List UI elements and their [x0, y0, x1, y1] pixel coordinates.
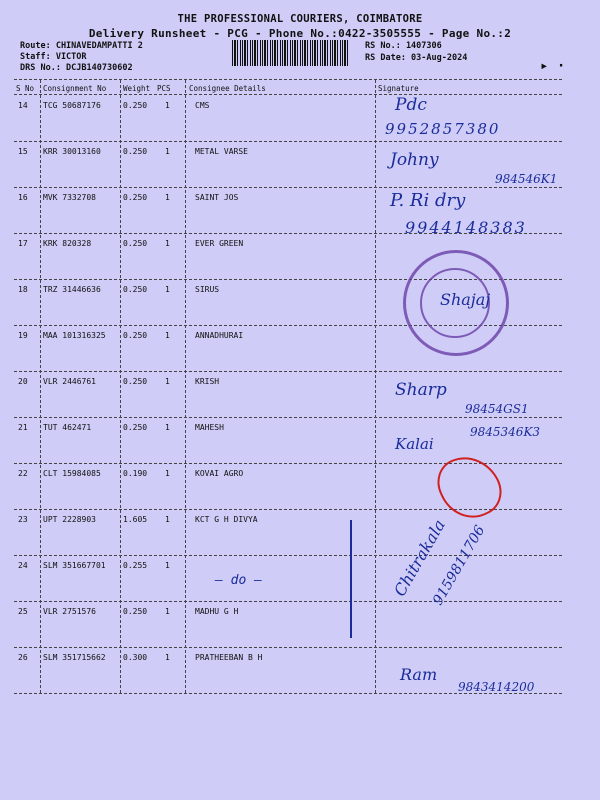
table-top-border — [14, 79, 562, 80]
row-separator — [14, 371, 562, 372]
row-pcs: 1 — [165, 469, 170, 478]
row-sno: 18 — [18, 285, 28, 294]
col-header-sno: S No — [16, 84, 35, 93]
col-header-weight: Weight — [123, 84, 151, 93]
staff-label: Staff: VICTOR — [20, 52, 87, 62]
row-separator — [14, 187, 562, 188]
row-pcs: 1 — [165, 607, 170, 616]
row-sno: 24 — [18, 561, 28, 570]
row-pcs: 1 — [165, 515, 170, 524]
row-weight: 1.605 — [123, 515, 148, 524]
row-consignee: MAHESH — [195, 423, 224, 432]
col-header-consignment: Consignment No — [43, 84, 107, 93]
col-header-consignee: Consignee Details — [189, 84, 266, 93]
row-consignee: METAL VARSE — [195, 147, 248, 156]
company-title: THE PROFESSIONAL COURIERS, COIMBATORE — [177, 13, 423, 25]
row-separator — [14, 601, 562, 602]
row-consignee: KOVAI AGRO — [195, 469, 244, 478]
row-consignment-no: TRZ 31446636 — [43, 285, 101, 294]
rs-number: RS No.: 1407306 — [365, 41, 442, 51]
row-separator — [14, 141, 562, 142]
barcode-image — [232, 40, 350, 66]
row-pcs: 1 — [165, 101, 170, 110]
row-pcs: 1 — [165, 653, 170, 662]
row-weight: 0.255 — [123, 561, 148, 570]
row-separator — [14, 555, 562, 556]
row-sno: 14 — [18, 101, 28, 110]
row-weight: 0.300 — [123, 653, 148, 662]
row-pcs: 1 — [165, 331, 170, 340]
row-sno: 15 — [18, 147, 28, 156]
signature-phone: 984546K1 — [495, 172, 558, 186]
row-weight: 0.250 — [123, 423, 148, 432]
row-pcs: 1 — [165, 561, 170, 570]
row-weight: 0.250 — [123, 285, 148, 294]
row-sno: 17 — [18, 239, 28, 248]
row-consignee: CMS — [195, 101, 210, 110]
row-consignment-no: TCG 50687176 — [43, 101, 101, 110]
row-pcs: 1 — [165, 285, 170, 294]
corner-marks: ▸ · — [540, 58, 566, 74]
row-consignee: KRISH — [195, 377, 220, 386]
row-pcs: 1 — [165, 423, 170, 432]
row-consignee: EVER GREEN — [195, 239, 244, 248]
row-consignee: PRATHEEBAN B H — [195, 653, 263, 662]
row-sno: 22 — [18, 469, 28, 478]
row-sno: 20 — [18, 377, 28, 386]
row-sno: 23 — [18, 515, 28, 524]
row-consignment-no: KRR 30013160 — [43, 147, 101, 156]
signature-name: Pdc — [395, 95, 427, 115]
row-weight: 0.250 — [123, 193, 148, 202]
drs-label: DRS No.: DCJB140730602 — [20, 63, 133, 73]
runsheet-subtitle: Delivery Runsheet - PCG - Phone No.:0422-3505555 - Page No.:2 — [88, 27, 512, 40]
red-pen-mark — [429, 446, 510, 529]
row-weight: 0.190 — [123, 469, 148, 478]
row-weight: 0.250 — [123, 101, 148, 110]
row-consignment-no: MAA 101316325 — [43, 331, 106, 340]
signature-name: Sharp — [395, 380, 447, 400]
row-pcs: 1 — [165, 377, 170, 386]
signature-phone: 98454GS1 — [465, 402, 529, 416]
row-consignee: KCT G H DIVYA — [195, 515, 258, 524]
row-consignee: — do — — [215, 573, 262, 588]
route-label: Route: CHINAVEDAMPATTI 2 — [20, 41, 143, 51]
row-separator — [14, 647, 562, 648]
row-consignment-no: VLR 2751576 — [43, 607, 96, 616]
ditto-line — [350, 520, 352, 638]
signature-phone: 9845346K3 — [470, 425, 541, 439]
row-sno: 26 — [18, 653, 28, 662]
row-weight: 0.250 — [123, 331, 148, 340]
signature-name: Kalai — [395, 435, 434, 453]
row-pcs: 1 — [165, 239, 170, 248]
row-weight: 0.250 — [123, 147, 148, 156]
signature-name: Chitrakala — [390, 516, 450, 600]
row-sno: 19 — [18, 331, 28, 340]
row-consignment-no: TUT 462471 — [43, 423, 92, 432]
signature-name: Shajaj — [440, 290, 491, 309]
row-weight: 0.250 — [123, 239, 148, 248]
row-consignment-no: MVK 7332708 — [43, 193, 96, 202]
row-weight: 0.250 — [123, 377, 148, 386]
row-weight: 0.250 — [123, 607, 148, 616]
row-pcs: 1 — [165, 147, 170, 156]
signature-phone: 9952857380 — [385, 120, 501, 138]
signature-phone: 9944148383 — [405, 218, 527, 237]
signature-phone: 9159811706 — [430, 522, 489, 608]
rs-date: RS Date: 03-Aug-2024 — [365, 53, 468, 63]
signature-name: P. Ri dry — [390, 190, 466, 211]
row-sno: 21 — [18, 423, 28, 432]
signature-name: Johny — [390, 150, 439, 170]
row-consignee: ANNADHURAI — [195, 331, 244, 340]
col-header-pcs: PCS — [157, 84, 171, 93]
row-consignment-no: SLM 351715662 — [43, 653, 106, 662]
row-separator — [14, 417, 562, 418]
row-consignment-no: UPT 2228903 — [43, 515, 96, 524]
row-consignment-no: CLT 15984085 — [43, 469, 101, 478]
row-consignee: MADHU G H — [195, 607, 239, 616]
row-sno: 16 — [18, 193, 28, 202]
row-consignee: SIRUS — [195, 285, 220, 294]
row-consignee: SAINT JOS — [195, 193, 239, 202]
row-sno: 25 — [18, 607, 28, 616]
row-consignment-no: VLR 2446761 — [43, 377, 96, 386]
row-consignment-no: KRK 820328 — [43, 239, 92, 248]
col-header-signature: Signature — [378, 84, 419, 93]
row-pcs: 1 — [165, 193, 170, 202]
signature-phone: 9843414200 — [458, 680, 535, 694]
row-consignment-no: SLM 351667701 — [43, 561, 106, 570]
header-separator — [14, 94, 562, 95]
signature-name: Ram — [400, 665, 438, 684]
